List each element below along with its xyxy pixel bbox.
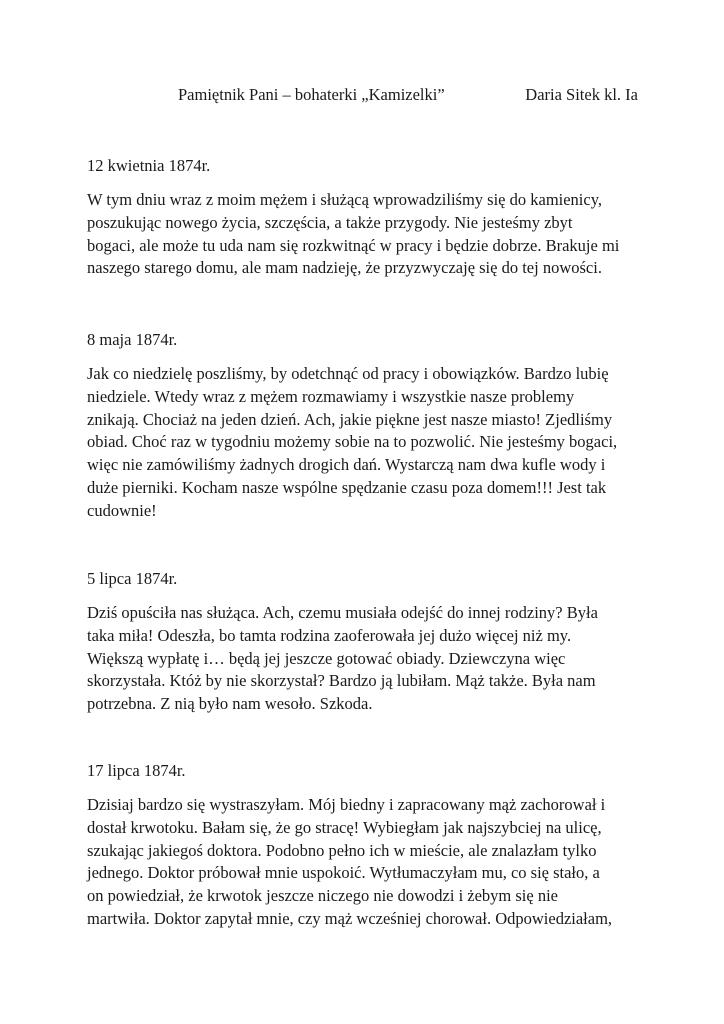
diary-entry <box>87 568 647 716</box>
text-line: taka miła! Odeszła, bo tamta rodzina zaoferowała jej dużo więcej niż my. <box>87 625 572 645</box>
diary-entry <box>87 329 647 523</box>
text-line: poszukując nowego życia, szczęścia, a także przygody. Nie jesteśmy zbyt <box>87 212 573 232</box>
text-line: Dzisiaj bardzo się wystraszyłam. Mój biedny i zapracowany mąż zachorował i <box>87 795 606 814</box>
text-line: Dziś opuściła nas służąca. Ach, czemu musiała odejść do innej rodziny? Była <box>87 603 598 622</box>
entry-text <box>87 189 647 280</box>
text-line: naszego starego domu, ale mam nadzieję, że przyzwyczaję się do tej nowości. <box>87 258 602 278</box>
diary-entry <box>87 155 647 280</box>
entry-date: 5 lipca 1874r. <box>87 569 178 588</box>
text-line: bogaci, ale może tu uda nam się rozkwitnąć w pracy i będzie dobrze. Brakuje mi <box>87 235 620 255</box>
page-header <box>178 85 638 111</box>
text-line: cudownie! <box>87 500 157 520</box>
entry-date: 12 kwietnia 1874r. <box>87 156 211 175</box>
entry-text <box>87 602 647 716</box>
entry-text <box>87 794 647 931</box>
text-line: potrzebna. Z nią było nam wesoło. Szkoda. <box>87 694 373 714</box>
text-line: więc nie zamówiliśmy żadnych drogich dań. Wystarczą nam dwa kufle wody i <box>87 455 606 475</box>
document-author: Daria Sitek kl. Ia <box>525 85 638 104</box>
diary-entry <box>87 760 647 931</box>
document-title: Pamiętnik Pani – bohaterki „Kamizelki” <box>178 85 445 104</box>
entry-text <box>87 363 647 523</box>
entry-date: 17 lipca 1874r. <box>87 761 186 780</box>
text-line: duże pierniki. Kocham nasze wspólne spędzanie czasu poza domem!!! Jest tak <box>87 477 607 497</box>
text-line: jednego. Doktor próbował mnie uspokoić. Wytłumaczyłam mu, co się stało, a <box>87 863 600 883</box>
text-line: martwiła. Doktor zapytał mnie, czy mąż wcześniej chorował. Odpowiedziałam, <box>87 908 613 928</box>
text-line: niedziele. Wtedy wraz z mężem rozmawiamy i wszystkie nasze problemy <box>87 386 575 406</box>
text-line: Jak co niedzielę poszliśmy, by odetchnąć od pracy i obowiązków. Bardzo lubię <box>87 364 609 383</box>
text-line: znikają. Chociaż na jeden dzień. Ach, jakie piękne jest nasze miasto! Zjedliśmy <box>87 409 613 429</box>
text-line: on powiedział, że krwotok jeszcze niczego nie dowodzi i żebym się nie <box>87 886 558 906</box>
text-line: obiad. Choć raz w tygodniu możemy sobie na to pozwolić. Nie jesteśmy bogaci, <box>87 432 618 452</box>
text-line: skorzystała. Któż by nie skorzystał? Bardzo ją lubiłam. Mąż także. Była nam <box>87 671 596 691</box>
text-line: dostał krwotoku. Bałam się, że go stracę! Wybiegłam jak najszybciej na ulicę, <box>87 817 602 837</box>
entry-date: 8 maja 1874r. <box>87 330 178 349</box>
text-line: Większą wypłatę i… będą jej jeszcze gotować obiady. Dziewczyna więc <box>87 648 566 668</box>
text-line: W tym dniu wraz z moim mężem i służącą wprowadziliśmy się do kamienicy, <box>87 190 603 209</box>
text-line: szukając jakiegoś doktora. Podobno pełno ich w mieście, ale znalazłam tylko <box>87 840 597 860</box>
